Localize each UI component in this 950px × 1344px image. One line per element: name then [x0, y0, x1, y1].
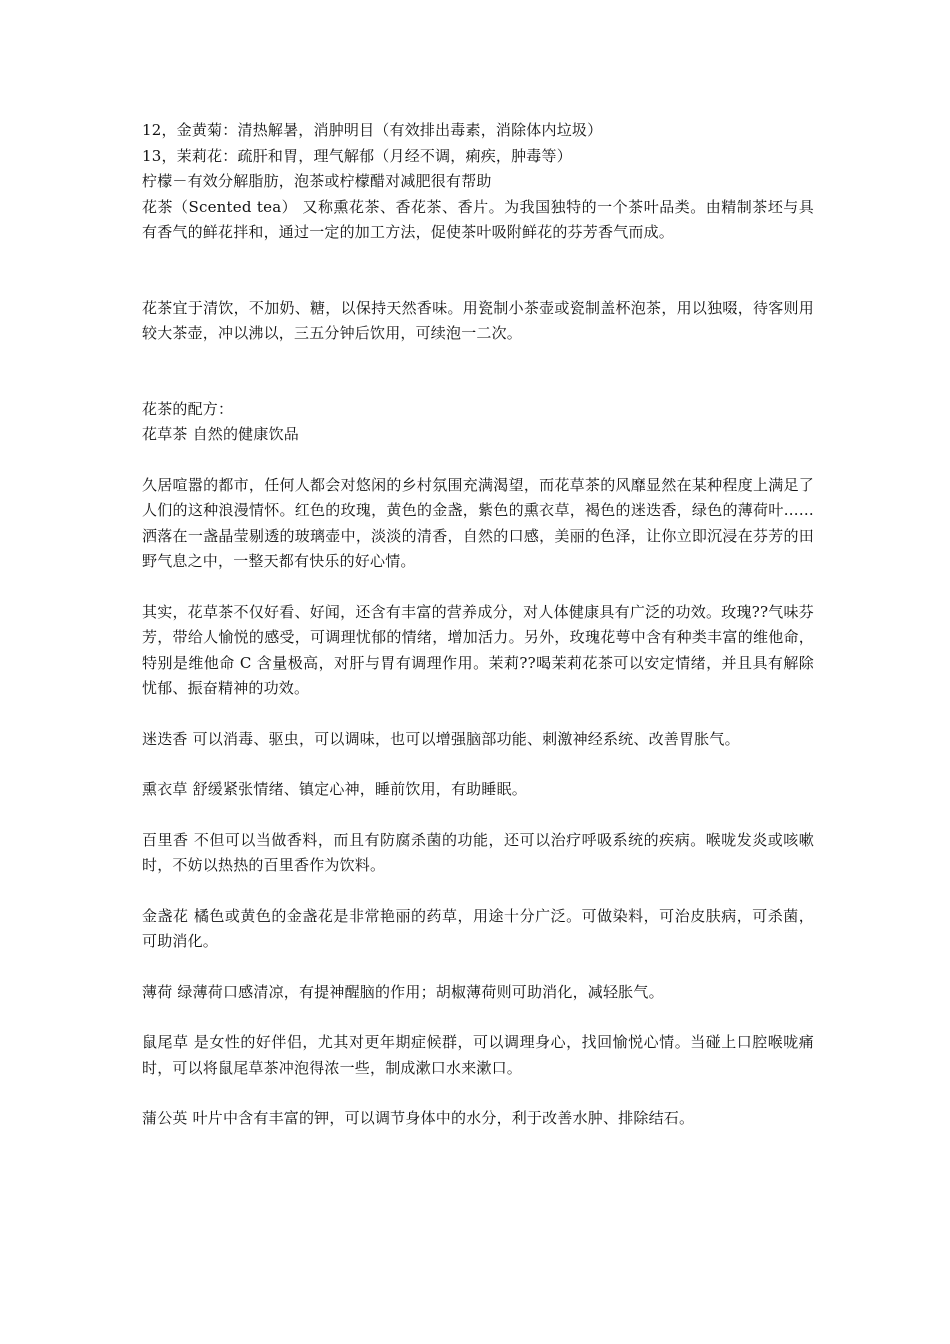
item-lemon: 柠檬－有效分解脂肪，泡茶或柠檬醋对减肥很有帮助 [142, 172, 492, 190]
spacer [142, 1005, 814, 1030]
spacer [142, 955, 814, 980]
spacer [142, 803, 814, 828]
intro-paragraph: 久居喧嚣的都市，任何人都会对悠闲的乡村氛围充满渴望，而花草茶的风靡显然在某种程度上满足了人们的这种浪漫情怀。红色的玫瑰，黄色的金盏，紫色的熏衣草，褐色的迷迭香，绿色的薄荷叶……洒落在一盏晶莹剔透的玻璃壶中，淡淡的清香，自然的口感，美丽的色泽，让你立即沉浸在芬芳的田野气息之中，一整天都有快乐的好心情。 [142, 475, 814, 570]
herb-mint: 薄荷 绿薄荷口感清凉，有提神醒脑的作用；胡椒薄荷则可助消化，减轻胀气。 [142, 982, 664, 1001]
document-page [142, 118, 814, 1132]
herb-sage: 鼠尾草 是女性的好伴侣，尤其对更年期症候群，可以调理身心，找回愉悦心情。当碰上口腔喉咙痛时，可以将鼠尾草茶冲泡得浓一些，制成漱口水来漱口。 [142, 1033, 814, 1077]
item-13-jasmine: 13，茉莉花：疏肝和胃，理气解郁（月经不调，痢疾，肿毒等） [142, 146, 572, 165]
item-12-chrysanthemum: 12，金黄菊：清热解暑，消肿明目（有效排出毒素，消除体内垃圾） [142, 121, 603, 139]
spacer [142, 752, 814, 777]
recipe-heading: 花茶的配方： [142, 399, 234, 418]
herb-lavender: 熏衣草 舒缓紧张情绪、镇定心神，睡前饮用，有助睡眠。 [142, 780, 527, 798]
spacer [142, 347, 814, 397]
herb-thyme: 百里香 不但可以当做香料，而且有防腐杀菌的功能，还可以治疗呼吸系统的疾病。喉咙发炎或咳嗽时，不妨以热热的百里香作为饮料。 [142, 830, 814, 874]
benefits-paragraph: 其实，花草茶不仅好看、好闻，还含有丰富的营养成分，对人体健康具有广泛的功效。玫瑰??气味芬芳，带给人愉悦的感受，可调理忧郁的情绪，增加活力。另外，玫瑰花萼中含有种类丰富的维他命，特别是维他命 C 含量极高，对肝与胃有调理作用。茉莉??喝茉莉花茶可以安定情绪，并且具有解除忧郁、振奋精神的功效。 [142, 602, 814, 697]
herb-calendula: 金盏花 橘色或黄色的金盏花是非常艳丽的药草，用途十分广泛。可做染料，可治皮肤病，可杀菌，可助消化。 [142, 906, 814, 950]
spacer [142, 246, 814, 296]
spacer [142, 879, 814, 904]
herbal-heading: 花草茶 自然的健康饮品 [142, 425, 299, 443]
herb-dandelion: 蒲公英 叶片中含有丰富的钾，可以调节身体中的水分，利于改善水肿、排除结石。 [142, 1109, 695, 1127]
drinking-tip: 花茶宜于清饮，不加奶、糖，以保持天然香味。用瓷制小茶壶或瓷制盖杯泡茶，用以独啜，待客则用较大茶壶，冲以沸以，三五分钟后饮用，可续泡一二次。 [142, 298, 814, 342]
spacer [142, 702, 814, 727]
scented-tea-intro: 花茶（Scented tea） 又称熏花茶、香花茶、香片。为我国独特的一个茶叶品类。由精制茶坯与具有香气的鲜花拌和，通过一定的加工方法，促使茶叶吸附鲜花的芬芳香气而成。 [142, 197, 814, 241]
herb-rosemary: 迷迭香 可以消毒、驱虫，可以调味，也可以增强脑部功能、刺激神经系统、改善胃胀气。 [142, 729, 740, 748]
spacer [142, 448, 814, 473]
spacer [142, 1081, 814, 1106]
spacer [142, 575, 814, 600]
